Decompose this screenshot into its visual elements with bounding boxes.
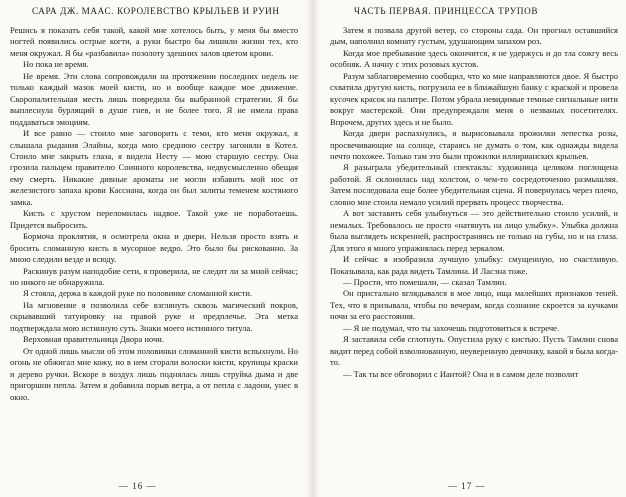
running-header: САРА ДЖ. МААС. КОРОЛЕВСТВО КРЫЛЬЕВ И РУИН [32, 6, 280, 16]
paragraph: Я разыграла убедительный спектакль: художница целиком поглощена работой. Я склонилась над холстом, о чем-то сосредоточенно размышляя. Затем последовала еще более убедительная сцена. Я повернулась через плечо, словно мне стоила немало усилий прервать процесс творчества. [330, 162, 618, 207]
paragraph: — Прости, что помешали, — сказал Тамлин. [343, 276, 507, 287]
paragraph: На мгновение я позволила себе взглянуть сквозь магический покров, скрывавший татуировку на правой руке и предплечье. Эта метка подтверждала мою истинную суть. Знаки моего истинного титула. [10, 299, 298, 333]
paragraph: — Я не подумал, что ты захочешь подготовиться к встрече. [343, 322, 560, 333]
paragraph: Кисть с хрустом переломилась надвое. Такой уже не поработаешь. Придется выбросить. [10, 208, 298, 230]
left-page [0, 0, 311, 497]
paragraph: Когда мое пребывание здесь окончится, я не удержусь и до тла сожгу весь особняк. А начну с этих розовых кустов. [330, 47, 618, 70]
page-body [330, 25, 618, 380]
paragraph: Бормоча проклятия, я осмотрела окна и двери. Нельзя просто взять и бросить сломанную кисть в мусорное ведро. Это было бы рискованно. За мною следили везде и всюду. [10, 231, 298, 265]
paragraph: — Так ты все обговорил с Иантой? Она и в самом деле позволит [343, 368, 579, 379]
paragraph: Он пристально вглядывался в мое лицо, ища малейших признаков теней. Тех, что я призывала, чтобы по вечерам, когда сознание скроется за кучками ночи за его расстояния. [330, 288, 618, 322]
paragraph: Верховная правительница Двора ночи. [23, 334, 164, 345]
paragraph: Раскинув разум наподобие сети, я проверила, не следит ли за мной сейчас; но никого не обнаружила. [10, 265, 298, 287]
page-body [10, 25, 298, 403]
paragraph: Но пока не время. [23, 59, 89, 70]
paragraph: И все равно — стоило мне заговорить с теми, кто меня окружал, я слышала рыдания Элайны, когда мою среднюю сестру загоняли в Котел. Стоило мне закрыть глаза, я видела Несту — мою старшую сестру. Она грозила пальцем правителю Соинного королевства, недвусмысленно обещая ему смерть. Никакие дивные ароматы не могли избавить мой нос от железистого запаха крови Кассиана, когда он был залиты теменем костяного замка. [10, 128, 298, 207]
running-header: ЧАСТЬ ПЕРВАЯ. ПРИНЦЕССА ТРУПОВ [354, 6, 539, 16]
paragraph: А вот заставить себя улыбнуться — это действительно стоило усилий, и немалых. Требовалось не просто «натянуть на лицо улыбку». Улыбка должна была выглядеть искренней, распространяясь не только на губы, но и на глаза. Для этого я много упражнялась перед зеркалом. [330, 208, 618, 253]
paragraph: Я заставила себя сглотнуть. Опустила руку с кистью. Пусть Тамлин снова видит перед собой взволнованную, неуверенную девчонку, какой я была когда-то. [330, 334, 618, 368]
paragraph: Когда двери распахнулись, я вырисовывала прожилки лепестка розы, просвечивающие на солнце, стараясь не думать о том, как однажды видела нечто похожее. Только там это были прожилки иллирианских крыльев. [330, 128, 618, 161]
paragraph: От одной лишь мысли об этом половинки сломанной кисти вспыхнули. Но огонь не обжигал мне кожу, но в нем сгорали волоски кисти, крупицы краски и дерево ручки. Вскоре в воздух лишь поднялась лишь струйка дыма и две пригоршни пепла. Затем я добавила порыв ветра, а от пепла с ладони, унес в окно. [10, 345, 298, 402]
paragraph: Не время. Эти слова сопровождали на протяжении последних недель не только каждый мазок моей кисти, но и вообще каждое мое движение. Скоропалительная месть лишь повредила бы выбранной стратегии. Я бы выплеснула бурлящий в душе гнев, и не более того. Я не имела права поддаваться эмоциям. [10, 70, 298, 127]
paragraph: Затем я позвала другой ветер, со стороны сада. Он прогнал оставшийся дым, наполнил комнату густым, удушающим запахом роз. [330, 25, 618, 47]
paragraph: Разум заблаговременно сообщил, что ко мне направляются двое. Я быстро схватила другую кисть, погрузила ее в ближайшую банку с краской и провела кусочек красок на палитре. Потом убрала невидимые темные сигнальные нити вокруг мастерской. Они предупреждали меня о незваных посетителях. Впрочем, других здесь и не было. [330, 70, 618, 127]
page-number: — 16 — [119, 481, 157, 491]
paragraph: Решись я показать себя такой, какой мне хотелось быть, у меня бы вместо ногтей появились острые когти, а руки быстро бы лишили жизни тех, кто меня окружал. Я бы «разбавила» позолоту здешних залов цветом крови. [10, 25, 298, 58]
right-page [315, 0, 626, 497]
page-number: — 17 — [448, 481, 486, 491]
paragraph: Я стояла, держа в каждой руке по половинке сломанной кисти. [23, 288, 253, 299]
paragraph: И сейчас я изобразила лучшую улыбку: смущенную, но счастливую. Показывала, как рада видеть Тамлина. И Ласэна тоже. [330, 254, 618, 276]
